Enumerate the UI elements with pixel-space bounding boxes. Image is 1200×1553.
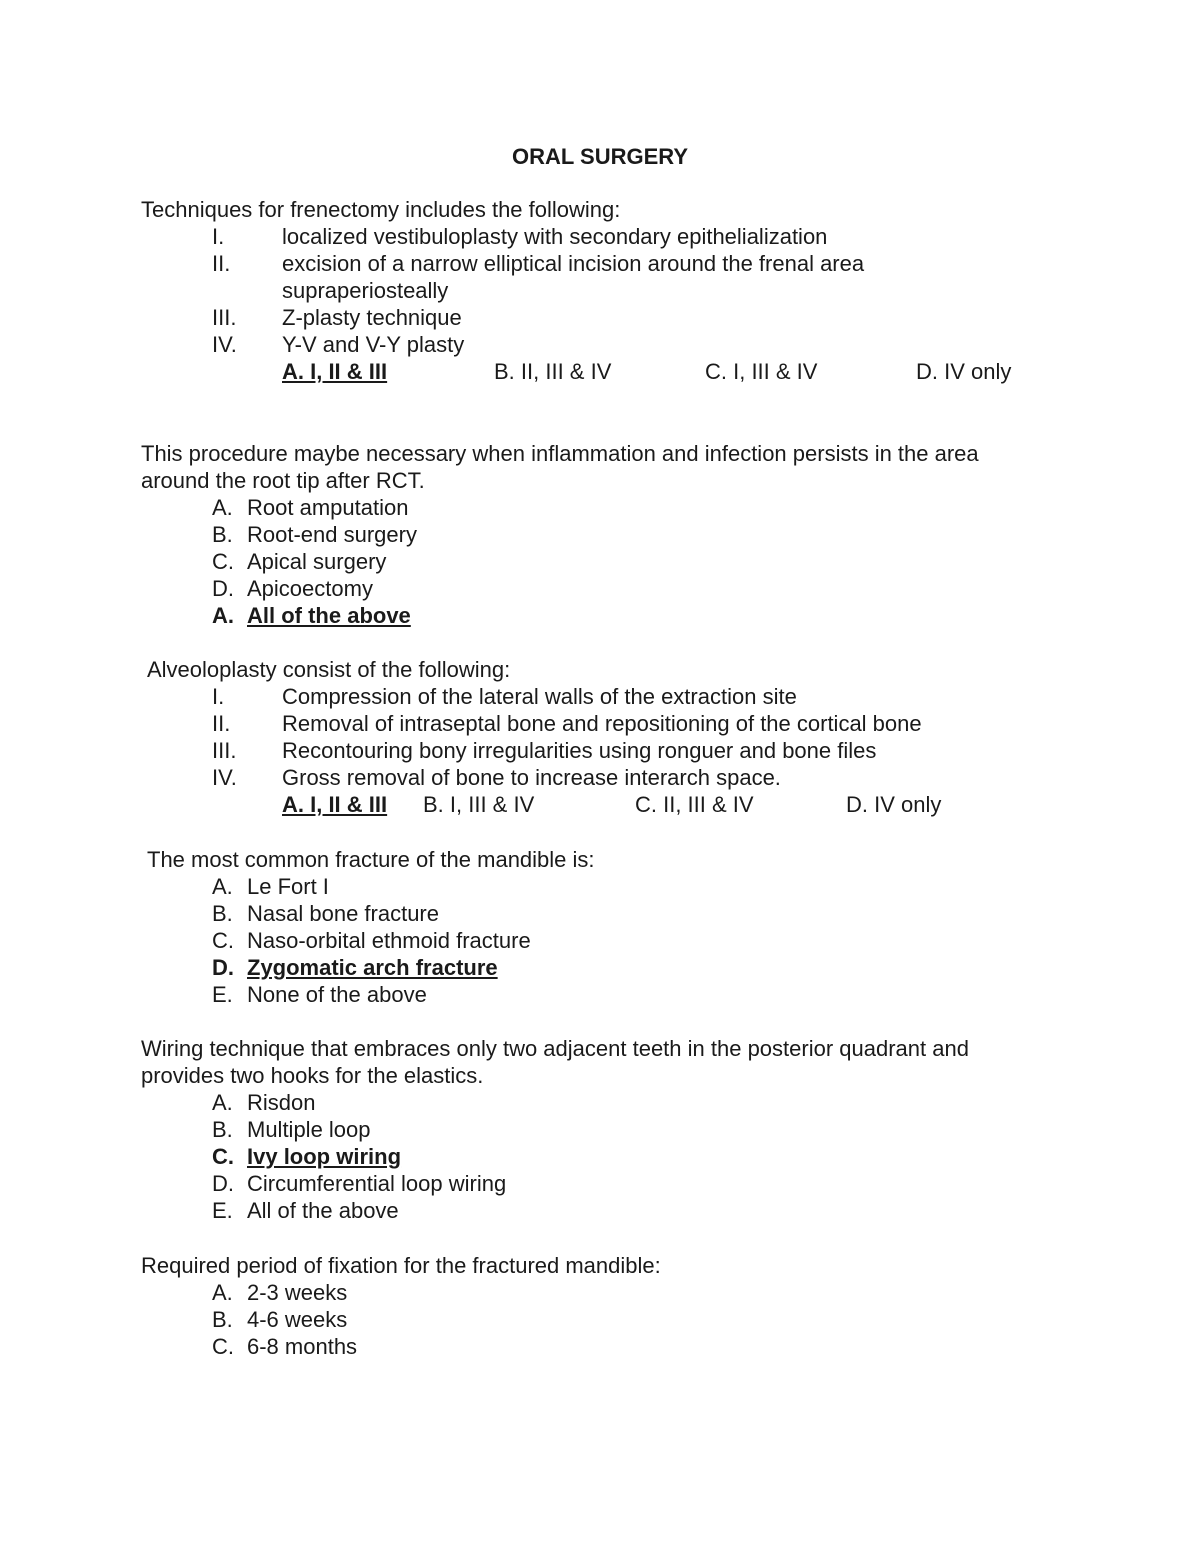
list-item: I. localized vestibuloplasty with secondary epithelialization [212,224,828,249]
list-item: A. Root amputation [212,495,409,520]
answer-choice: D. IV only [916,359,1012,384]
list-item: A. Risdon [212,1090,316,1115]
answer-choice: C. I, III & IV [705,359,818,384]
list-item-correct: A. All of the above [212,603,411,628]
question-4 [141,846,1061,1008]
list-item: C. 6-8 months [212,1334,358,1359]
list-item: B. Multiple loop [212,1117,371,1142]
list-item: III. Z-plasty technique [212,305,462,330]
list-item: III. Recontouring bony irregularities using ronguer and bone files [212,738,877,763]
question-1 [141,196,1061,385]
list-item: C. Naso-orbital ethmoid fracture [212,928,531,953]
list-item: E. None of the above [212,982,427,1007]
question-3 [141,656,1061,818]
answer-choice: B. II, III & IV [494,359,612,384]
list-item: E. All of the above [212,1198,399,1223]
list-item: B. Root-end surgery [212,522,417,547]
question-stem: Wiring technique that embraces only two adjacent teeth in the posterior quadrant and provides two hooks for the elastics. [141,1036,969,1088]
list-item: IV. Y-V and V-Y plasty [212,332,465,357]
list-item: IV. Gross removal of bone to increase interarch space. [212,765,781,790]
question-stem: This procedure maybe necessary when inflammation and infection persists in the area around the root tip after RCT. [141,441,979,493]
question-stem: Alveoloplasty consist of the following: [147,657,511,682]
list-item: D. Apicoectomy [212,576,373,601]
question-5 [141,1035,1041,1224]
answer-choice-correct: A. I, II & III [282,359,388,384]
list-item: C. Apical surgery [212,549,387,574]
page-title: ORAL SURGERY [511,144,689,169]
answer-choices [141,791,1061,818]
answer-choice: C. II, III & IV [635,792,754,817]
list-item-correct: C. Ivy loop wiring [212,1144,402,1169]
list-item: A. Le Fort I [212,874,329,899]
answer-choice: B. I, III & IV [423,792,535,817]
question-stem: The most common fracture of the mandible is: [147,847,595,872]
list-item: II. excision of a narrow elliptical incision around the frenal area [212,251,865,276]
list-item-correct: D. Zygomatic arch fracture [212,955,498,980]
question-6 [141,1252,1061,1360]
question-stem: Required period of fixation for the fractured mandible: [141,1253,661,1278]
list-item: D. Circumferential loop wiring [212,1171,507,1196]
answer-choices [141,358,1061,385]
list-item-continuation: supraperiosteally [282,278,449,303]
question-2 [141,440,1051,629]
list-item: B. Nasal bone fracture [212,901,439,926]
list-item: II. Removal of intraseptal bone and repositioning of the cortical bone [212,711,922,736]
answer-choice: D. IV only [846,792,942,817]
list-item: I. Compression of the lateral walls of the extraction site [212,684,797,709]
list-item: B. 4-6 weeks [212,1307,348,1332]
answer-choice-correct: A. I, II & III [282,792,388,817]
question-stem: Techniques for frenectomy includes the following: [141,197,621,222]
list-item: A. 2-3 weeks [212,1280,348,1305]
